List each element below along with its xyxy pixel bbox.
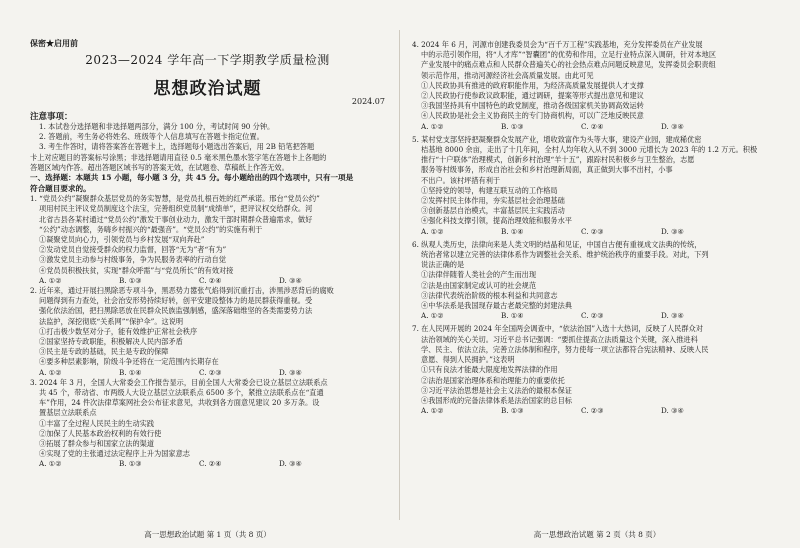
question-stem: 服务等村级事务，形成自治社会和乡村治理新局面，真正做到大事不出村，小事 <box>421 165 673 175</box>
option-c: C. ②③ <box>581 311 604 321</box>
question-stem: 7. 在人民网开展的 2024 年全国两会调查中，“依法治国”入选十大热词，反映了人民群众对 <box>412 324 703 334</box>
note-line: 1. 本试卷分选择题和非选择题两部分，满分 100 分，考试时间 90 分钟。 <box>39 122 275 131</box>
option-a: A. ①② <box>39 459 62 469</box>
option-d: D. ③④ <box>661 406 684 416</box>
question-stem: “公约”动态调整，务嗨乡村振兴的“最强音”。“党员公约”的实施有利于 <box>39 224 263 234</box>
option-b: B. ①③ <box>119 275 142 285</box>
option-b: B. ①④ <box>501 226 524 236</box>
note-line: 卡上对应题目的答案标号涂黑；非选择题请用直径 0.5 毫米黑色墨水签字笔在答题卡上各题的 <box>30 152 327 162</box>
option-d: D. ③④ <box>661 226 684 236</box>
note-line: 3. 考生作答时，请将答案答在答题卡上，选择题每小题选出答案后，用 2B 铅笔把答题 <box>39 142 315 152</box>
choice-statement: ③我国坚持具有中国特色的政党制度，推动各级国家机关协调高效运转 <box>421 101 644 111</box>
question-stem: 统治者常以建立完善的法律体系作为调整社会关系、维护统治秩序的重要手段。对此，下列 <box>421 250 709 260</box>
choice-statement: ②发动党员自觉接受群众的权力监督，回答“无为”者“有为” <box>39 245 227 255</box>
option-a: A. ①② <box>39 367 62 377</box>
question-stem: 领示范作用，推动河源经济社会高质量发展。由此可见 <box>421 70 594 80</box>
choice-statement: ②法是由国家制定或认可的社会规范 <box>421 280 537 290</box>
section-heading: 一、选择题：本题共 15 小题，每小题 3 分，共 45 分。每小题给出的四个选项中，只有一项是 <box>30 173 354 183</box>
question-stem: 中的示范引领作用，将“人才库”“智囊团”的优势和作用，立足行业特点深入调研，针对本地区 <box>421 50 717 60</box>
question-5 <box>412 135 782 237</box>
choice-statement: ①只有良法才能最大限度地发挥法律的作用 <box>421 365 558 375</box>
option-a: A. ①② <box>39 275 62 285</box>
note-line: 2. 答题前，考生务必将姓名、班级等个人信息填写在答题卡指定位置。 <box>39 132 264 142</box>
notes-block <box>30 122 385 173</box>
choice-statement: ①打击极少数坚对分子，能有效维护正常社会秩序 <box>39 326 198 336</box>
choice-statement: ④党员员积极扶贫，实现“群众呼需”与“党员所长”的有效对接 <box>39 265 234 275</box>
question-6 <box>412 240 782 322</box>
question-stem: 共 45 个，带动省、市两级人大设立基层立法联系点 6500 多个，紧推立法联系点在“直通 <box>39 388 324 398</box>
option-c: C. ②③ <box>199 367 222 377</box>
question-stem: 法治领域的关心关切。习近平总书记强调：“要抓住提高立法质量这个关键，深入推进科 <box>421 334 698 344</box>
option-c: C. ②④ <box>199 459 222 469</box>
question-stem: 6. 纵观人类历史，法律向来是人类文明的结晶和见证，中国自古便有重视成文法典的传统， <box>412 239 702 249</box>
choice-statement: ②加保了人民基本政治权利的有效行使 <box>39 428 162 438</box>
question-2 <box>30 286 385 378</box>
notes-heading: 注意事项： <box>30 112 73 122</box>
answer-options <box>412 311 782 321</box>
question-stem: 2. 近年来，通过开展扫黑除恶专项斗争，黑恶势力嚣张气焰得到沉重打击，涉黑涉恶背后的腐败 <box>30 286 334 296</box>
question-stem: 说法正确的是 <box>421 260 465 270</box>
choice-statement: ②国家坚持专政职能，积极解决人民内部矛盾 <box>39 337 183 347</box>
choice-statement: ③创新基层自治模式，丰富基层民主实践活动 <box>421 206 565 216</box>
choice-statement: ③习近平法治思想是社会主义法治的最根本保证 <box>421 385 572 395</box>
choice-statement: ④中华法系是我国现存最古老最完整的封建法典 <box>421 301 572 311</box>
choice-statement: ①人民政协具有推进的政府职能作用，为经济高质量发展提供人才支撑 <box>421 80 644 90</box>
option-a: A. ①② <box>421 121 444 131</box>
choice-statement: ③法律代表统治阶级的根本利益和共同意志 <box>421 290 558 300</box>
option-b: B. ①③ <box>501 406 524 416</box>
answer-options <box>412 406 782 416</box>
question-4 <box>412 40 782 132</box>
page-footer-left: 高一思想政治试题 第 1 页（共 8 页） <box>144 530 271 539</box>
choice-statement: ②发挥村民主体作用，夯实基层社会治理基础 <box>421 196 565 206</box>
question-3 <box>30 378 385 470</box>
choice-statement: ①丰富了全过程人民民主的生动实践 <box>39 418 155 428</box>
question-7 <box>412 324 782 416</box>
option-a: A. ①② <box>421 226 444 236</box>
question-stem: 北省古县各某村通过“党员公约”激发于事创业动力，激发干部时期群众普遍需求，做好 <box>39 214 313 224</box>
question-stem: 推行“十户联体”治理模式，创新乡村治理“羊十五”，跟踪村民积极乡与卫生整治，志愿 <box>421 155 695 165</box>
option-a: A. ①② <box>421 406 444 416</box>
option-b: B. ①④ <box>501 311 524 321</box>
choice-statement: ③民主是专政的基础，民主是专政的保障 <box>39 347 169 357</box>
page-divider <box>399 30 400 520</box>
exam-date: 2024.07 <box>351 97 385 106</box>
secret-mark: 保密★启用前 <box>30 38 78 48</box>
question-stem: 产业发展中的痛点难点和人民群众普遍关心的社会热点难点问题反映意见，发挥委员会职责组 <box>421 60 716 70</box>
choice-statement: ③激发党员主动参与村级事务，争为民服务表率的行动自觉 <box>39 255 226 265</box>
right-page <box>412 0 782 548</box>
choice-statement: ②人民政协行使参政议政职能，通过调研，提案等形式提出意见和建议 <box>421 91 644 101</box>
answer-options <box>412 122 782 132</box>
question-stem: 5. 某村党支部坚持把凝聚群众发展产业，增收致富作为头等大事，建设产业园，建成稀优密 <box>412 134 702 144</box>
answer-options <box>30 459 385 469</box>
subject-title: 思想政治试题 <box>153 79 262 99</box>
option-d: D. ③④ <box>661 121 684 131</box>
option-d: D. ③④ <box>279 275 302 285</box>
choice-statement: ①坚持党的领导，构建互联互动的工作格局 <box>421 185 558 195</box>
choice-statement: ④人民政协是社会主义协商民主的专门协商机构，可以广泛地反映民意 <box>421 111 644 121</box>
choice-statement: ④我国形成的完备法律体系是法治国家的总目标 <box>421 395 572 405</box>
choice-statement: ④强化科技支撑引领，提高治理效能和服务水平 <box>421 216 572 226</box>
question-stem: 4. 2024 年 6 月，河源市创建我委员会为“百千万工程”实践基地，充分发挥委员在产业发展 <box>412 40 703 49</box>
option-c: C. ②③ <box>581 406 604 416</box>
exam-title: 2023—2024 学年高一下学期教学质量检测 <box>85 53 330 67</box>
option-b: B. ①④ <box>119 367 142 377</box>
option-c: C. ②④ <box>581 121 604 131</box>
left-page <box>30 0 385 548</box>
option-b: B. ①③ <box>119 459 142 469</box>
choice-statement: ④要多种层素影响，阶级斗争还将在一定范围内长期存在 <box>39 357 219 367</box>
option-d: D. ③④ <box>661 311 684 321</box>
answer-options <box>30 276 385 286</box>
question-stem: 桔基地 8000 余亩，走出了十几年间，全村人均年收入从不到 3000 元增长为 2023 年的 1.2 万元。积极 <box>421 145 758 155</box>
option-b: B. ①③ <box>501 121 524 131</box>
question-1 <box>30 194 385 286</box>
question-stem: 3. 2024 年 3 月，全国人大常委会工作报告显示，目前全国人大常委会已设立基层立法联系点 <box>30 377 328 387</box>
choice-statement: ①法律伴随着人类社会的产生而出现 <box>421 270 537 280</box>
choice-statement: ②法治是国家治理体系和治理能力的重要依托 <box>421 375 565 385</box>
option-c: C. ②③ <box>581 226 604 236</box>
choice-statement: ③拓展了群众参与和国家立法的渠道 <box>39 439 155 449</box>
question-stem: 置基层立法联系点 <box>39 408 97 418</box>
option-d: D. ③④ <box>279 367 302 377</box>
page-footer-right: 高一思想政治试题 第 2 页（共 8 页） <box>533 530 661 539</box>
question-stem: 项用村民主评议党员制度这个法宝，完善组织党员制“成绩单”，把评议权交给群众。河 <box>39 204 313 214</box>
option-a: A. ①② <box>421 311 444 321</box>
answer-options <box>412 227 782 237</box>
choice-statement: ④实现了党的主张通过法定程序上升为国家意志 <box>39 449 190 459</box>
note-line: 答题区域内作答。超出答题区域书写的答案无效，在试题卷、草稿纸上作答无效。 <box>30 162 289 172</box>
question-stem: 1. “党员公约”凝聚群众基层党员的务实智慧，是党员扎根百姓的红严承诺。邢台“党员公约” <box>30 194 320 204</box>
option-c: C. ②④ <box>199 275 222 285</box>
question-stem: 强化依法治国，把扫黑除恶放在民群众民族监强制感，盛深落础维坚的各类需要势力法 <box>39 306 313 316</box>
option-d: D. ③④ <box>279 459 302 469</box>
answer-options <box>30 368 385 378</box>
question-stem: 学、民主、依法立法，完善立法体制和程序，努力使每一项立法都符合宪法精神、反映人民 <box>421 344 709 354</box>
question-stem: 意愿、得到人民拥护。”这表明 <box>421 355 515 365</box>
question-stem: 车”作用，24 件次法律草案网社会公布征求意见，共收到各方面意见建议 20 多万条。设 <box>39 398 320 408</box>
question-stem: 不出户。该村坪措有利于 <box>421 175 501 185</box>
question-stem: 法监护，深挖彻底“关系网”“保护伞”。这说明 <box>39 316 184 326</box>
choice-statement: ①凝聚党员向心力，引领党员与乡村发展“双向奔赴” <box>39 235 205 245</box>
question-stem: 问题得到有力查处，社会治安形势持续好转，创平安建设整体力的是民群获得重视。受 <box>39 296 313 306</box>
section-heading-cont: 符合题目要求的。 <box>30 183 91 193</box>
